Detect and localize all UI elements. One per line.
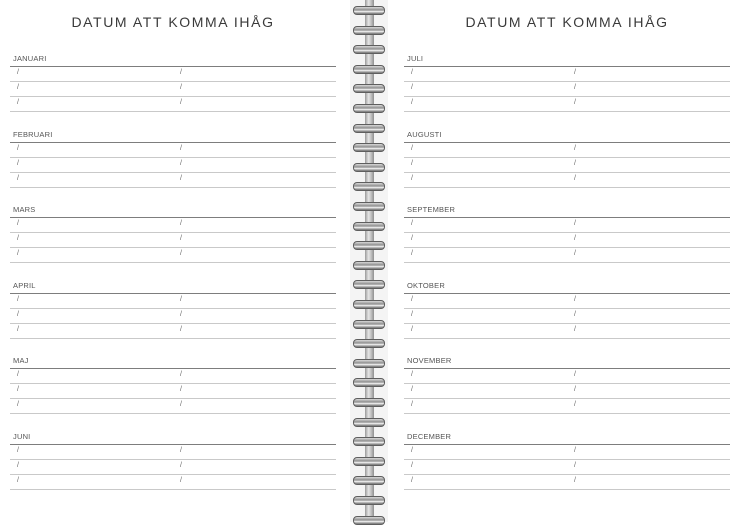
month-label: NOVEMBER	[407, 356, 452, 365]
spiral-coil	[353, 300, 385, 309]
date-separator[interactable]: /	[411, 144, 413, 152]
spiral-coil	[353, 45, 385, 54]
month-section	[10, 129, 336, 192]
month-rule	[10, 444, 336, 445]
date-separator[interactable]: /	[411, 84, 413, 91]
spiral-coil	[353, 339, 385, 348]
date-separator[interactable]: /	[180, 295, 182, 303]
date-separator[interactable]: /	[17, 401, 19, 408]
date-separator[interactable]: /	[17, 386, 19, 393]
entry-line	[10, 187, 336, 188]
date-separator[interactable]: /	[574, 250, 576, 257]
entry-line	[404, 187, 730, 188]
date-separator[interactable]: /	[180, 174, 182, 182]
entry-line	[10, 489, 336, 490]
date-separator[interactable]: /	[17, 371, 19, 378]
month-label: JUNI	[13, 431, 31, 441]
date-separator[interactable]: /	[180, 325, 182, 333]
spiral-coil	[353, 65, 385, 74]
entry-line	[10, 157, 336, 158]
entry-line	[404, 459, 730, 460]
month-section	[404, 431, 730, 494]
month-label: OKTOBER	[407, 280, 445, 290]
month-label: JANUARI	[13, 54, 47, 63]
date-separator[interactable]: /	[17, 476, 19, 484]
date-separator[interactable]: /	[17, 99, 19, 106]
date-separator[interactable]: /	[17, 69, 19, 76]
month-section	[10, 205, 336, 267]
date-separator[interactable]: /	[411, 159, 413, 167]
date-separator[interactable]: /	[574, 84, 576, 91]
date-separator[interactable]: /	[17, 84, 19, 91]
entry-line	[404, 323, 730, 324]
date-separator[interactable]: /	[411, 174, 413, 182]
entry-line	[10, 413, 336, 414]
month-section	[10, 356, 336, 418]
entry-line	[404, 81, 730, 82]
month-section	[10, 54, 336, 116]
date-separator[interactable]: /	[180, 250, 182, 257]
date-separator[interactable]: /	[574, 461, 576, 469]
date-separator[interactable]: /	[574, 69, 576, 76]
entry-line	[10, 383, 336, 384]
date-separator[interactable]: /	[17, 295, 19, 303]
spiral-coil	[353, 398, 385, 407]
date-separator[interactable]: /	[574, 174, 576, 182]
date-separator[interactable]: /	[574, 99, 576, 106]
date-separator[interactable]: /	[574, 371, 576, 378]
month-rule	[10, 293, 336, 294]
entry-line	[404, 398, 730, 399]
date-separator[interactable]: /	[180, 401, 182, 408]
month-section	[404, 54, 730, 116]
month-rule	[10, 217, 336, 218]
entry-line	[10, 459, 336, 460]
entry-line	[404, 96, 730, 97]
date-separator[interactable]: /	[17, 144, 19, 152]
month-section	[404, 280, 730, 343]
date-separator[interactable]: /	[180, 69, 182, 76]
date-separator[interactable]: /	[17, 325, 19, 333]
date-separator[interactable]: /	[17, 250, 19, 257]
date-separator[interactable]: /	[180, 235, 182, 242]
date-separator[interactable]: /	[411, 461, 413, 469]
spiral-coil	[353, 320, 385, 329]
spiral-coil	[353, 104, 385, 113]
spiral-coil	[353, 26, 385, 35]
month-section	[404, 356, 730, 418]
date-separator[interactable]: /	[574, 310, 576, 318]
date-separator[interactable]: /	[17, 446, 19, 454]
date-separator[interactable]: /	[17, 159, 19, 167]
entry-line	[404, 413, 730, 414]
entry-line	[404, 383, 730, 384]
entry-line	[404, 157, 730, 158]
spiral-coil	[353, 222, 385, 231]
spiral-coil	[353, 261, 385, 270]
date-separator[interactable]: /	[180, 84, 182, 91]
date-separator[interactable]: /	[574, 476, 576, 484]
date-separator[interactable]: /	[411, 295, 413, 303]
date-separator[interactable]: /	[574, 401, 576, 408]
date-separator[interactable]: /	[180, 371, 182, 378]
date-separator[interactable]: /	[180, 144, 182, 152]
date-separator[interactable]: /	[574, 159, 576, 167]
entry-line	[404, 338, 730, 339]
date-separator[interactable]: /	[574, 295, 576, 303]
month-label: AUGUSTI	[407, 129, 442, 139]
date-separator[interactable]: /	[411, 371, 413, 378]
month-rule	[404, 217, 730, 218]
date-separator[interactable]: /	[17, 174, 19, 182]
date-separator[interactable]: /	[411, 99, 413, 106]
spiral-coil	[353, 418, 385, 427]
date-separator[interactable]: /	[411, 220, 413, 227]
date-separator[interactable]: /	[180, 310, 182, 318]
entry-line	[10, 262, 336, 263]
date-separator[interactable]: /	[574, 220, 576, 227]
entry-line	[404, 111, 730, 112]
date-separator[interactable]: /	[180, 446, 182, 454]
month-rule	[404, 66, 730, 67]
entry-line	[10, 172, 336, 173]
month-rule	[10, 368, 336, 369]
spiral-coil	[353, 163, 385, 172]
spiral-coil	[353, 84, 385, 93]
page-title: DATUM ATT KOMMA IHÅG	[465, 14, 669, 30]
right-page	[388, 0, 736, 522]
left-page	[0, 0, 350, 522]
date-separator[interactable]: /	[574, 386, 576, 393]
date-separator[interactable]: /	[180, 159, 182, 167]
entry-line	[10, 323, 336, 324]
spiral-coil	[353, 437, 385, 446]
month-section	[404, 129, 730, 192]
month-label: FEBRUARI	[13, 129, 53, 139]
date-separator[interactable]: /	[411, 401, 413, 408]
spiral-coil	[353, 378, 385, 387]
month-label: MAJ	[13, 356, 29, 365]
date-separator[interactable]: /	[180, 220, 182, 227]
date-separator[interactable]: /	[411, 386, 413, 393]
date-separator[interactable]: /	[180, 476, 182, 484]
entry-line	[10, 338, 336, 339]
date-separator[interactable]: /	[180, 99, 182, 106]
date-separator[interactable]: /	[574, 446, 576, 454]
date-separator[interactable]: /	[411, 325, 413, 333]
date-separator[interactable]: /	[574, 325, 576, 333]
month-section	[10, 431, 336, 494]
date-separator[interactable]: /	[411, 250, 413, 257]
spiral-coil	[353, 496, 385, 505]
entry-line	[404, 489, 730, 490]
entry-line	[10, 398, 336, 399]
date-separator[interactable]: /	[411, 69, 413, 76]
entry-line	[10, 81, 336, 82]
month-label: SEPTEMBER	[407, 205, 456, 214]
month-rule	[404, 142, 730, 143]
entry-line	[404, 308, 730, 309]
date-separator[interactable]: /	[180, 386, 182, 393]
month-label: MARS	[13, 205, 36, 214]
page-title: DATUM ATT KOMMA IHÅG	[71, 14, 275, 30]
date-separator[interactable]: /	[17, 461, 19, 469]
spiral-coil	[353, 202, 385, 211]
month-label: DECEMBER	[407, 431, 452, 441]
spiral-coil	[353, 359, 385, 368]
entry-line	[10, 96, 336, 97]
month-rule	[10, 66, 336, 67]
date-separator[interactable]: /	[411, 235, 413, 242]
date-separator[interactable]: /	[574, 144, 576, 152]
month-label: APRIL	[13, 280, 36, 290]
month-section	[10, 280, 336, 343]
entry-line	[10, 232, 336, 233]
entry-line	[404, 232, 730, 233]
spiral-coil	[353, 124, 385, 133]
month-label: JULI	[407, 54, 424, 63]
entry-line	[404, 474, 730, 475]
date-separator[interactable]: /	[17, 220, 19, 227]
month-section	[404, 205, 730, 267]
date-separator[interactable]: /	[17, 310, 19, 318]
date-separator[interactable]: /	[411, 310, 413, 318]
entry-line	[404, 247, 730, 248]
month-rule	[404, 444, 730, 445]
spiral-coil	[353, 457, 385, 466]
entry-line	[10, 308, 336, 309]
month-rule	[404, 293, 730, 294]
spiral-coil	[353, 280, 385, 289]
month-rule	[10, 142, 336, 143]
spiral-coil	[353, 143, 385, 152]
spiral-coil	[353, 6, 385, 15]
date-separator[interactable]: /	[411, 476, 413, 484]
date-separator[interactable]: /	[574, 235, 576, 242]
month-rule	[404, 368, 730, 369]
date-separator[interactable]: /	[17, 235, 19, 242]
entry-line	[10, 474, 336, 475]
date-separator[interactable]: /	[180, 461, 182, 469]
spiral-coil	[353, 241, 385, 250]
entry-line	[404, 262, 730, 263]
date-separator[interactable]: /	[411, 446, 413, 454]
entry-line	[10, 247, 336, 248]
spiral-coil	[353, 516, 385, 525]
spiral-coil	[353, 476, 385, 485]
entry-line	[404, 172, 730, 173]
spiral-coil	[353, 182, 385, 191]
spiral-binding	[350, 0, 388, 522]
entry-line	[10, 111, 336, 112]
